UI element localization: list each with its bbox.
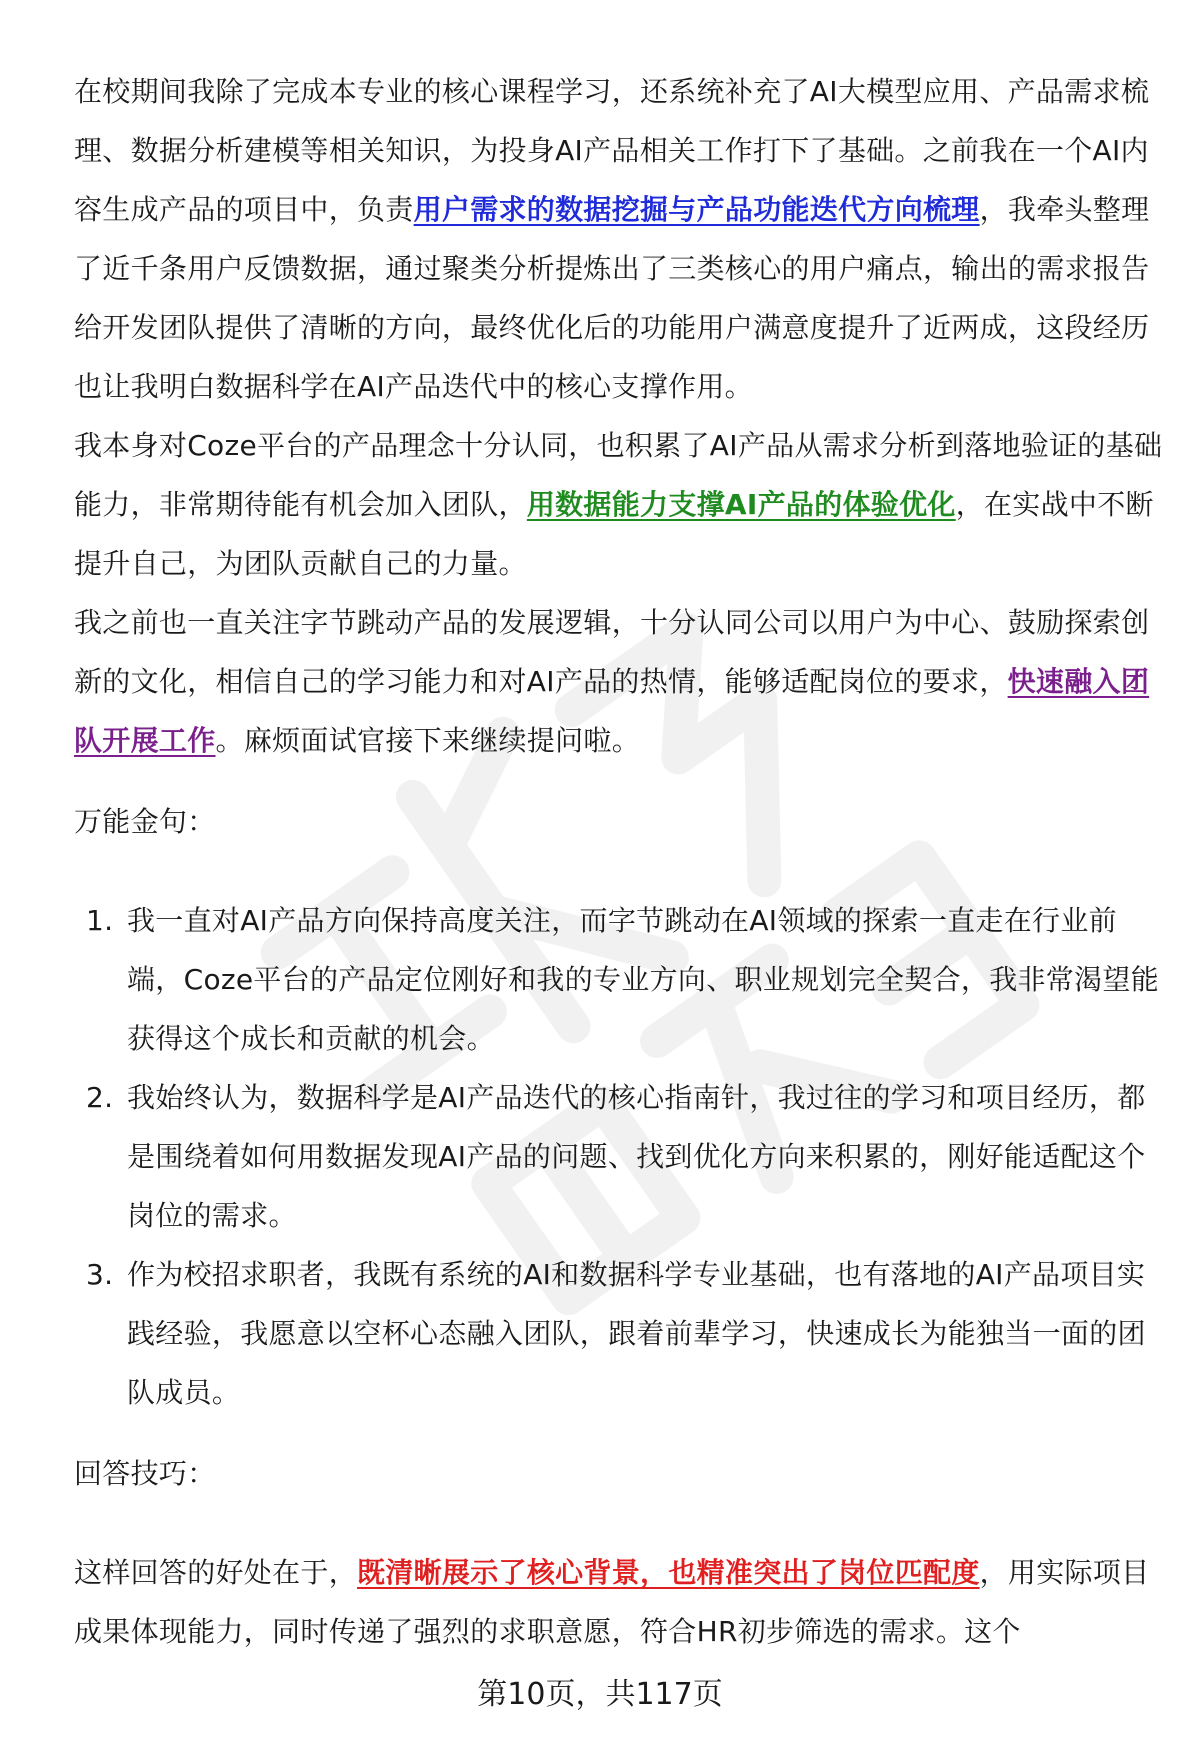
list-number: 1. — [86, 904, 114, 937]
list-item — [74, 1068, 1164, 1245]
highlight-link: 快速融入团队开展工作 — [74, 665, 1150, 757]
list-number: 3. — [86, 1258, 114, 1291]
list-item-text: 我一直对AI产品方向保持高度关注，而字节跳动在AI领域的探索一直走在行业前端，Coze平台的产品定位刚好和我的专业方向、职业规划完全契合，我非常渴望能获得这个成长和贡献的机会。 — [127, 904, 1160, 1055]
section-heading-answer-tips: 回答技巧： — [74, 1457, 216, 1490]
paragraph-answer-tips — [74, 1543, 1164, 1661]
golden-sentences-list — [74, 891, 1164, 1422]
paragraph-text: 我本身对Coze平台的产品理念十分认同，也积累了AI产品从需求分析到落地验证的基础能力，非常期待能有机会加入团队， — [74, 429, 1163, 521]
paragraph-company-culture — [74, 593, 1164, 770]
list-item — [74, 1245, 1164, 1422]
highlight-link: 用户需求的数据挖掘与产品功能迭代方向梳理 — [413, 193, 980, 226]
list-item — [74, 891, 1164, 1068]
paragraph-text: 在校期间我除了完成本专业的核心课程学习，还系统补充了AI大模型应用、产品需求梳理、数据分析建模等相关知识，为投身AI产品相关工作打下了基础。之前我在一个AI内容生成产品的项目中，负责 — [74, 75, 1150, 226]
paragraph-text: 我之前也一直关注字节跳动产品的发展逻辑，十分认同公司以用户为中心、鼓励探索创新的文化，相信自己的学习能力和对AI产品的热情，能够适配岗位的要求， — [74, 606, 1150, 698]
paragraph-coze-motivation — [74, 416, 1164, 593]
highlight-link: 既清晰展示了核心背景，也精准突出了岗位匹配度 — [357, 1556, 980, 1589]
page-number-footer: 第10页，共117页 — [477, 1677, 723, 1712]
paragraph-text: 这样回答的好处在于， — [74, 1556, 358, 1589]
paragraph-project-experience — [74, 62, 1164, 416]
paragraph-text: 。麻烦面试官接下来继续提问啦。 — [215, 724, 641, 757]
list-number: 2. — [86, 1081, 114, 1114]
paragraph-text: ，用实际项目成果体现能力，同时传递了强烈的求职意愿，符合HR初步筛选的需求。这个 — [74, 1556, 1150, 1648]
highlight-link: 用数据能力支撑AI产品的体验优化 — [526, 488, 956, 521]
paragraph-text: ，在实战中不断提升自己，为团队贡献自己的力量。 — [74, 488, 1154, 580]
paragraph-text: ，我牵头整理了近千条用户反馈数据，通过聚类分析提炼出了三类核心的用户痛点，输出的需求报告给开发团队提供了清晰的方向，最终优化后的功能用户满意度提升了近两成，这段经历也让我明白数据科学在AI产品迭代中的核心支撑作用。 — [74, 193, 1150, 403]
list-item-text: 作为校招求职者，我既有系统的AI和数据科学专业基础，也有落地的AI产品项目实践经验，我愿意以空杯心态融入团队，跟着前辈学习，快速成长为能独当一面的团队成员。 — [127, 1258, 1146, 1409]
document-page — [74, 62, 1164, 1661]
section-heading-golden-sentences: 万能金句： — [74, 805, 216, 838]
list-item-text: 我始终认为，数据科学是AI产品迭代的核心指南针，我过往的学习和项目经历，都是围绕着如何用数据发现AI产品的问题、找到优化方向来积累的，刚好能适配这个岗位的需求。 — [127, 1081, 1146, 1232]
